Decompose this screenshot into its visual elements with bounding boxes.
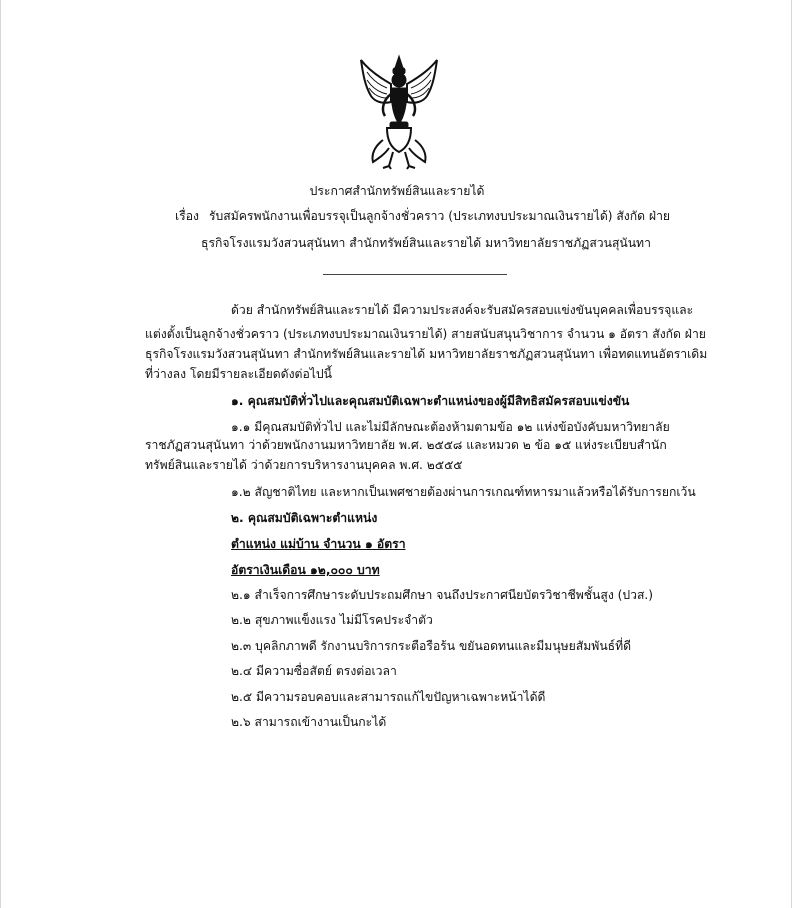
qualification-item: ๒.๕ มีความรอบคอบและสามารถแก้ไขปัญหาเฉพาะหน้าได้ดี [231,690,546,704]
qualification-item: ๒.๔ มีความซื่อสัตย์ ตรงต่อเวลา [231,664,397,678]
item-1-1-line-1: ๑.๑ มีคุณสมบัติทั่วไป และไม่มีลักษณะต้องห้ามตามข้อ ๑๒ แห่งข้อบังคับมหาวิทยาลัย [231,420,670,434]
garuda-emblem-icon [357,54,441,170]
qualification-item: ๒.๑ สำเร็จการศึกษาระดับประถมศึกษา จนถึงประกาศนียบัตรวิชาชีพชั้นสูง (ปวส.) [231,588,654,602]
item-1-1-line-3: ทรัพย์สินและรายได้ ว่าด้วยการบริหารงานบุคคล พ.ศ. ๒๕๕๕ [145,458,463,472]
item-1-2: ๑.๒ สัญชาติไทย และหากเป็นเพศชายต้องผ่านการเกณฑ์ทหารมาแล้วหรือได้รับการยกเว้น [231,485,696,499]
section-2-heading: ๒. คุณสมบัติเฉพาะตำแหน่ง [231,511,378,525]
intro-line-1: ด้วย สำนักทรัพย์สินและรายได้ มีความประสงค์จะรับสมัครสอบแข่งขันบุคคลเพื่อบรรจุและ [231,303,694,317]
qualification-item: ๒.๒ สุขภาพแข็งแรง ไม่มีโรคประจำตัว [231,613,433,627]
qualification-item: ๒.๖ สามารถเข้างานเป็นกะได้ [231,715,387,729]
subject-line-1: รับสมัครพนักงานเพื่อบรรจุเป็นลูกจ้างชั่วคราว (ประเภทงบประมาณเงินรายได้) สังกัด ฝ่าย [209,209,671,223]
intro-line-3: ธุรกิจโรงแรมวังสวนสุนันทา สำนักทรัพย์สินและรายได้ มหาวิทยาลัยราชภัฏสวนสุนันทา เพื่อทดแทนอัตราเดิม [145,347,708,361]
item-1-1-line-2: ราชภัฏสวนสุนันทา ว่าด้วยพนักงานมหาวิทยาลัย พ.ศ. ๒๕๕๘ และหมวด ๒ ข้อ ๑๕ แห่งระเบียบสำนัก [145,438,667,452]
title-divider [323,274,507,275]
intro-line-4: ที่ว่างลง โดยมีรายละเอียดดังต่อไปนี้ [145,367,332,381]
position-title: ตำแหน่ง แม่บ้าน จำนวน ๑ อัตรา [231,537,406,551]
salary-rate: อัตราเงินเดือน ๑๒,๐๐๐ บาท [231,563,380,577]
subject-label: เรื่อง [175,209,199,223]
subject-line-2: ธุรกิจโรงแรมวังสวนสุนันทา สำนักทรัพย์สินและรายได้ มหาวิทยาลัยราชภัฏสวนสุนันทา [201,236,651,250]
announcement-title: ประกาศสำนักทรัพย์สินและรายได้ [309,184,485,198]
intro-line-2: แต่งตั้งเป็นลูกจ้างชั่วคราว (ประเภทงบประมาณเงินรายได้) สายสนับสนุนวิชาการ จำนวน ๑ อัตรา สังกัด ฝ่าย [145,327,706,341]
section-1-heading: ๑. คุณสมบัติทั่วไปและคุณสมบัติเฉพาะตำแหน่งของผู้มีสิทธิสมัครสอบแข่งขัน [231,394,630,408]
qualification-item: ๒.๓ บุคลิกภาพดี รักงานบริการกระตือรือร้น ขยันอดทนและมีมนุษยสัมพันธ์ที่ดี [231,639,632,653]
